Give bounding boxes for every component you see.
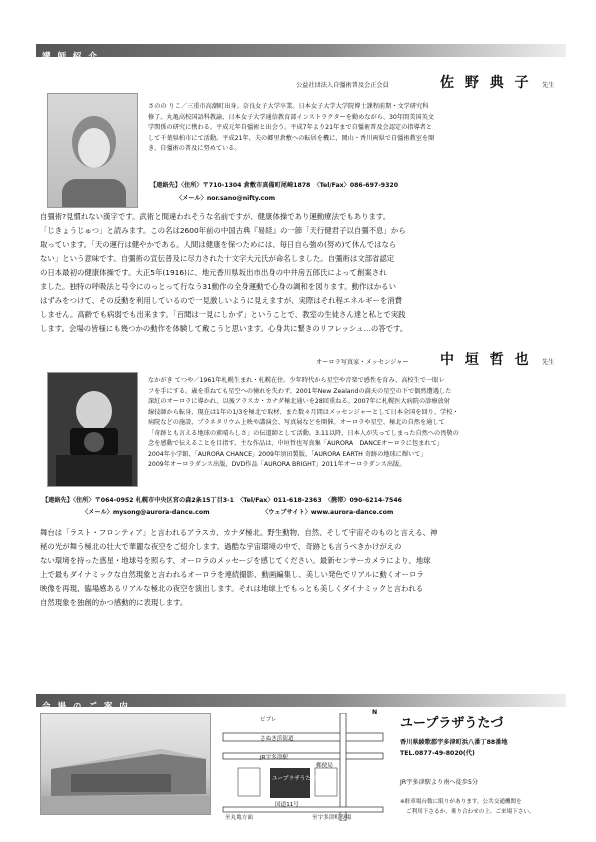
venue-section-header — [36, 694, 566, 712]
north-indicator: N — [372, 709, 378, 716]
paragraph-line: 「じきょうじゅつ」と読みます。この名は2600年前の中国古典『易経』の一節「天行健君子以自彊不息」から — [40, 226, 406, 235]
venue-address: 香川県綾歌郡宇多津町浜八番丁88番地 — [400, 739, 508, 746]
venue-note-1: ※駐車場台数に限りがあります。公共交通機関を — [400, 799, 522, 805]
venue-map — [220, 709, 388, 821]
map-label-marugame: 至丸亀方面 — [225, 815, 253, 821]
paragraph-line: しません。高齢でも病弱でも出来ます。「百聞は一見にしかず」ということで、教室の生徒さん達と私とで実践 — [40, 310, 406, 319]
map-label-venue: ユープラザうたづ — [272, 776, 317, 782]
paragraph-line: 舞台は「ラスト・フロンティア」と言われるアラスカ、カナダ極北。野生動物、自然、そして宇宙そのものと言える、神 — [40, 528, 438, 537]
map-drawing — [220, 713, 388, 821]
section-title: 講 師 紹 介 — [42, 52, 99, 62]
map-label-vivre: ビブレ — [260, 717, 277, 723]
venue-tel: TEL.0877-49-8020(代) — [400, 750, 475, 757]
lecturer2-photo — [47, 372, 138, 487]
paragraph-line: 上で最もダイナミックな自然現象と言われるオーロラを連続撮影、動画編集し、美しい発色でリアルに動くオーロラ — [40, 570, 424, 579]
lecturer1-email: 〈メール〉nor.sano@nifty.com — [176, 195, 276, 202]
portrait-image — [48, 94, 138, 208]
lecturer1-contact: 【連絡先】〈住所〉〒710-1304 倉敷市真備町尾崎1878 〈Tel/Fax〉086-697-9320 — [150, 182, 399, 189]
bio-line: さのの りこ／三重市高潮町出身。奈良女子大学卒業。日本女子大学大学院博士課程前期・文学研究科 — [148, 103, 429, 110]
lecturer2-name: 中 垣 哲 也 — [440, 352, 532, 368]
lecturer1-description — [40, 210, 407, 336]
map-label-station: JR宇多津駅 — [260, 755, 288, 761]
lecturer2-email: 〈メール〉mysong@aurora-dance.com 〈ウェブサイト〉www.aurora-dance.com — [82, 509, 394, 516]
paragraph-line: ました。独特の呼吸法と号令にのっとって行なう31動作の全身運動で心身の調和を図ります。動作はかるい — [40, 282, 396, 291]
venue-photo — [40, 713, 211, 815]
bio-line: して千葉県柏市にて活動。平成21年、夫の郷里倉敷への転居を機に、岡山・香川両県で自彊術教室を開 — [148, 134, 435, 142]
map-label-post: 郵便局 — [316, 763, 333, 769]
lecturer2-contact: 【連絡先】〈住所〉〒064-0952 札幌市中央区宮の森2条15丁目3-1 〈Tel/Fax〉011-618-2363 〈携帯〉090-6214-7546 — [42, 497, 402, 504]
paragraph-line: 自彊術?見慣れない漢字です。武術と間違われそうな名前ですが、健康体操であり運動療法でもあります。 — [40, 212, 391, 221]
venue-note-2: ご利用下さるか、乗り合わせの上、ご来場下さい。 — [406, 809, 535, 815]
paragraph-line: 取っています。「天の運行は健やかである。人間は健康を保つためには、毎日自ら強め(努め)て休んではなら — [40, 240, 397, 249]
lecturer2-title: オーロラ写真家・メッセンジャー — [316, 359, 409, 366]
building-image — [41, 714, 211, 815]
paragraph-line: はずみをつけて、その反動を利用しているので一見激しいように見えますが、実際はそれ程エネルギーを消費 — [40, 296, 402, 305]
bio-line: 念を感動で伝えることを目指す。主な作品は、中垣哲也写真集「AURORA DANCEオーロラに包まれて」 — [148, 440, 443, 447]
bio-line: フを手にする。歳を重ねても星空への憧れを失わず、2001年New Zealandの満天の星空の下で偶然遭遇した — [148, 387, 452, 395]
paragraph-line: 映像を再現、臨場感あるリアルな極北の夜空を演出します。それは地球上でもっとも美しくダイナミックと言われる — [40, 584, 424, 593]
paragraph-line: します。会場の皆様にも幾つかの動作を体験して戴こうと思います。心身共に繋きのリフレッシュ…の答です。 — [40, 324, 408, 333]
paragraph-line: の日本最初の健康体操です。大正5年(1916)に、地元香川県坂出市出身の中井房五郎氏によって創案され — [40, 268, 387, 277]
venue-access: JR宇多津駅より南へ徒歩5分 — [400, 779, 479, 786]
bio-line: 2009年オーロラダンス出版、DVD作品「AURORA BRIGHT」2011年オーロラダンス出版。 — [148, 461, 406, 468]
bio-line: なかがき てつや／1961年札幌生まれ・札幌在住。少年時代から星空や音楽で感性を育み、高校生で一眼レ — [148, 377, 445, 384]
bio-line: 学関係の研究に携わる。平成元年自彊術と出会う。平成7年より21年まで自彊術普及会認定の指導者と — [148, 124, 433, 131]
bio-line: 線技師から転身、現在は1年の1/3を極北で取材、また数々月間はメッセンジャーとして日本全国を回り、学校・ — [148, 408, 459, 416]
lecturer1-name: 佐 野 典 子 — [440, 75, 532, 91]
bio-line: 病院などの施設、プラネタリウム上映や講演会、写真展などを開催。オーロラや星空、極北の自然を通して — [148, 419, 445, 426]
bio-line: 深紅のオーロラに導かれ、以後アラスカ・カナダ極北通いを28回重ねる。2007年に札幌医大病院の診療放射 — [148, 398, 450, 405]
paragraph-line: ない」という意味です。自彊術の宣伝普及に尽力された十文字大元氏が命名しました。自彊術は文部省認定 — [40, 254, 395, 263]
lecturer1-suffix: 先生 — [542, 82, 555, 89]
paragraph-line: 秘の光が舞う極北の壮大で華麗な夜空をご紹介します。過酷な宇宙環境の中で、奇跡とも言うべきかけがえの — [40, 542, 402, 551]
map-label-route: 国道11号 — [275, 802, 299, 808]
lecturer2-description — [40, 526, 437, 610]
section-title: 会 場 の ご 案 内 — [42, 702, 130, 712]
lecturer1-photo — [47, 93, 138, 208]
lecturer-section-header — [36, 44, 566, 62]
venue-name: ユープラザうたづ — [400, 716, 504, 731]
paragraph-line: 自然現象を独創的かつ感動的に表現します。 — [40, 598, 188, 607]
lecturer1-bio — [148, 102, 560, 155]
bio-line: き、自彊術の普及に努めている。 — [148, 145, 241, 152]
portrait-image — [48, 373, 138, 487]
map-label-road: さぬき浜街道 — [260, 736, 294, 742]
lecturer2-bio — [148, 376, 568, 471]
bio-line: 2004年小学館、「AURORA CHANCE」2009年須田製版、「AURORA EARTH 奇跡の地球に輝いて」 — [148, 450, 427, 458]
paragraph-line: ない環境を持った惑星・地球号を照らす、オーロラのメッセージを感じてください。最新センサーカメラにより、地球 — [40, 556, 431, 565]
bio-line: 修了。丸亀高校国語科教諭、日本女子大学通信教育部インストラクターを勤めながら、30年間美国英文 — [148, 113, 434, 121]
map-label-townhall: 至宇多津町役場 — [312, 815, 352, 821]
lecturer2-suffix: 先生 — [542, 359, 555, 366]
lecturer1-title: 公益社団法人自彊術普及会正会員 — [296, 82, 389, 89]
bio-line: 「奇跡とも言える地球の素晴らしさ」の伝道師として活動。3.11以降、日本人が失ってしまった自然への畏敬の — [148, 429, 459, 437]
